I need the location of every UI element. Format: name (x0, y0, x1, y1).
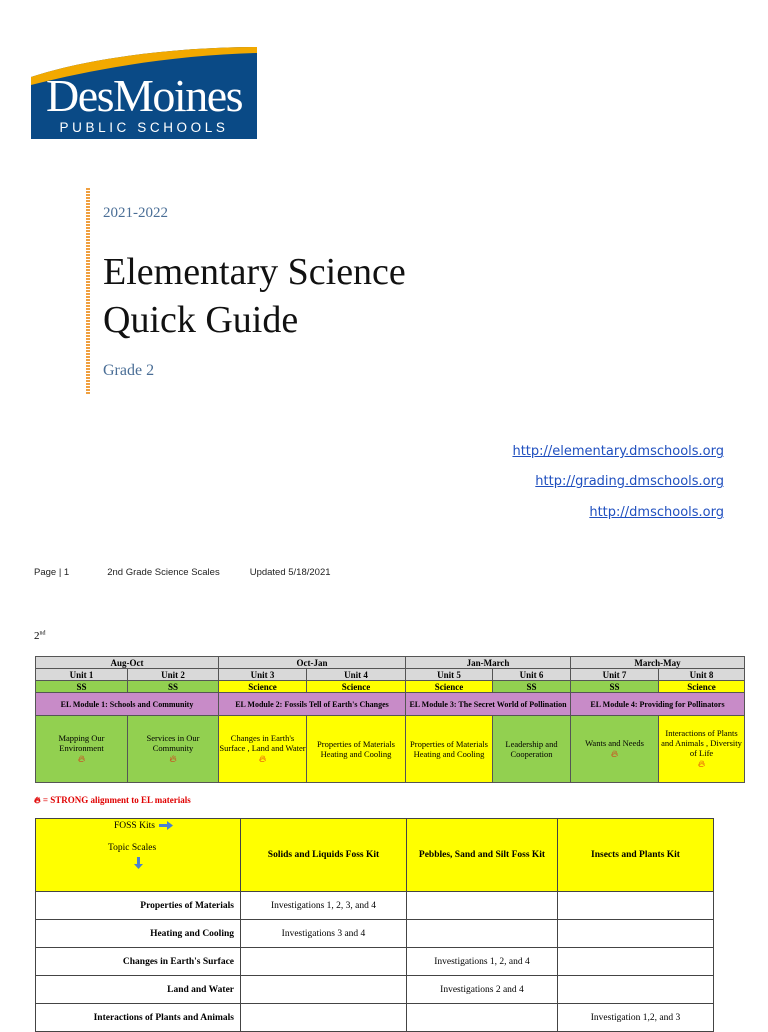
table-cell (558, 948, 714, 976)
subject-cell: Science (406, 681, 493, 693)
school-year: 2021-2022 (103, 205, 168, 221)
subject-cell: Science (219, 681, 307, 693)
period-march-may: March-May (571, 657, 745, 669)
table-cell: Investigation 1,2, and 3 (558, 1004, 714, 1032)
topic-text: Properties of Materials Heating and Cooling (410, 739, 488, 759)
table-cell (241, 948, 407, 976)
subject-cell: SS (128, 681, 219, 693)
table-row (36, 948, 714, 976)
legend (34, 795, 191, 806)
district-logo (31, 43, 257, 139)
footer-updated: Updated 5/18/2021 (249, 567, 331, 578)
topic-cell (307, 716, 406, 783)
table-row (36, 976, 714, 1004)
table-cell (241, 976, 407, 1004)
kit-header: Insects and Plants Kit (558, 819, 714, 892)
period-oct-jan: Oct-Jan (219, 657, 406, 669)
table-cell: Investigations 2 and 4 (407, 976, 558, 1004)
link-grading[interactable]: http://grading.dmschools.org (535, 474, 724, 489)
topic-cell (219, 716, 307, 783)
flame-icon: 🔥︎ (610, 749, 619, 760)
scale-label: Land and Water (36, 976, 241, 1004)
page-footer (34, 567, 331, 578)
logo-wordmark: DesMoines (45, 70, 243, 121)
topic-text: Leadership and Cooperation (505, 739, 558, 759)
pacing-table (35, 656, 745, 783)
subject-cell: Science (307, 681, 406, 693)
subject-cell: SS (571, 681, 659, 693)
subject-cell: Science (659, 681, 745, 693)
period-jan-march: Jan-March (406, 657, 571, 669)
link-elementary[interactable]: http://elementary.dmschools.org (512, 444, 724, 459)
topic-cell (406, 716, 493, 783)
topic-cell (493, 716, 571, 783)
table-cell (558, 976, 714, 1004)
table-row (36, 920, 714, 948)
table-cell (558, 892, 714, 920)
unit-label: Unit 7 (571, 669, 659, 681)
unit-label: Unit 4 (307, 669, 406, 681)
scale-label: Properties of Materials (36, 892, 241, 920)
unit-label: Unit 2 (128, 669, 219, 681)
period-aug-oct: Aug-Oct (36, 657, 219, 669)
title-line-2: Quick Guide (103, 299, 299, 341)
el-module-1: EL Module 1: Schools and Community (36, 693, 219, 716)
grade-label: Grade 2 (103, 362, 155, 379)
topic-cell (659, 716, 745, 783)
grade-marker: 2nd (34, 630, 46, 642)
topic-text: Interactions of Plants and Animals , Diversity of Life (661, 728, 742, 758)
flame-icon: 🔥︎ (77, 754, 86, 765)
foss-kits-label: FOSS Kits (114, 821, 155, 831)
scale-label: Interactions of Plants and Animals (36, 1004, 241, 1032)
flame-icon: 🔥︎ (34, 795, 41, 805)
scale-label: Changes in Earth's Surface (36, 948, 241, 976)
topic-cell (571, 716, 659, 783)
title-line-1: Elementary Science (103, 251, 406, 293)
el-module-2: EL Module 2: Fossils Tell of Earth's Changes (219, 693, 406, 716)
topic-cell (36, 716, 128, 783)
logo-subtitle: PUBLIC SCHOOLS (59, 120, 229, 135)
topic-cell (128, 716, 219, 783)
legend-text: = STRONG alignment to EL materials (42, 795, 191, 805)
topic-text: Properties of Materials Heating and Cooling (317, 739, 395, 759)
page-title (103, 248, 406, 344)
topic-text: Services in Our Community (146, 733, 200, 753)
arrow-down-icon (134, 857, 143, 869)
el-module-4: EL Module 4: Providing for Pollinators (571, 693, 745, 716)
subject-cell: SS (493, 681, 571, 693)
flame-icon: 🔥︎ (258, 754, 267, 765)
foss-kit-table (35, 818, 714, 1032)
flame-icon: 🔥︎ (697, 759, 706, 770)
kit-header: Solids and Liquids Foss Kit (241, 819, 407, 892)
table-cell (407, 892, 558, 920)
scale-label: Heating and Cooling (36, 920, 241, 948)
kit-header: Pebbles, Sand and Silt Foss Kit (407, 819, 558, 892)
unit-label: Unit 6 (493, 669, 571, 681)
footer-doc: 2nd Grade Science Scales (107, 567, 220, 578)
table-cell (407, 1004, 558, 1032)
el-module-3: EL Module 3: The Secret World of Pollination (406, 693, 571, 716)
flame-icon: 🔥︎ (169, 754, 177, 765)
unit-label: Unit 3 (219, 669, 307, 681)
table-row (36, 892, 714, 920)
topic-text: Mapping Our Environment (58, 733, 105, 753)
unit-label: Unit 1 (36, 669, 128, 681)
table-cell (407, 920, 558, 948)
table-cell (558, 920, 714, 948)
arrow-right-icon (159, 821, 173, 830)
topic-text: Wants and Needs (585, 738, 644, 748)
link-dmschools[interactable]: http://dmschools.org (589, 505, 724, 520)
unit-label: Unit 5 (406, 669, 493, 681)
table-cell: Investigations 3 and 4 (241, 920, 407, 948)
table-cell (241, 1004, 407, 1032)
footer-page: Page | 1 (34, 567, 70, 578)
table-cell: Investigations 1, 2, 3, and 4 (241, 892, 407, 920)
table-cell: Investigations 1, 2, and 4 (407, 948, 558, 976)
unit-label: Unit 8 (659, 669, 745, 681)
table-row (36, 1004, 714, 1032)
title-accent-bar (86, 188, 90, 394)
topic-text: Changes in Earth's Surface , Land and Water (219, 733, 306, 753)
subject-cell: SS (36, 681, 128, 693)
corner-cell (36, 819, 241, 892)
topic-scales-label: Topic Scales (108, 843, 157, 853)
